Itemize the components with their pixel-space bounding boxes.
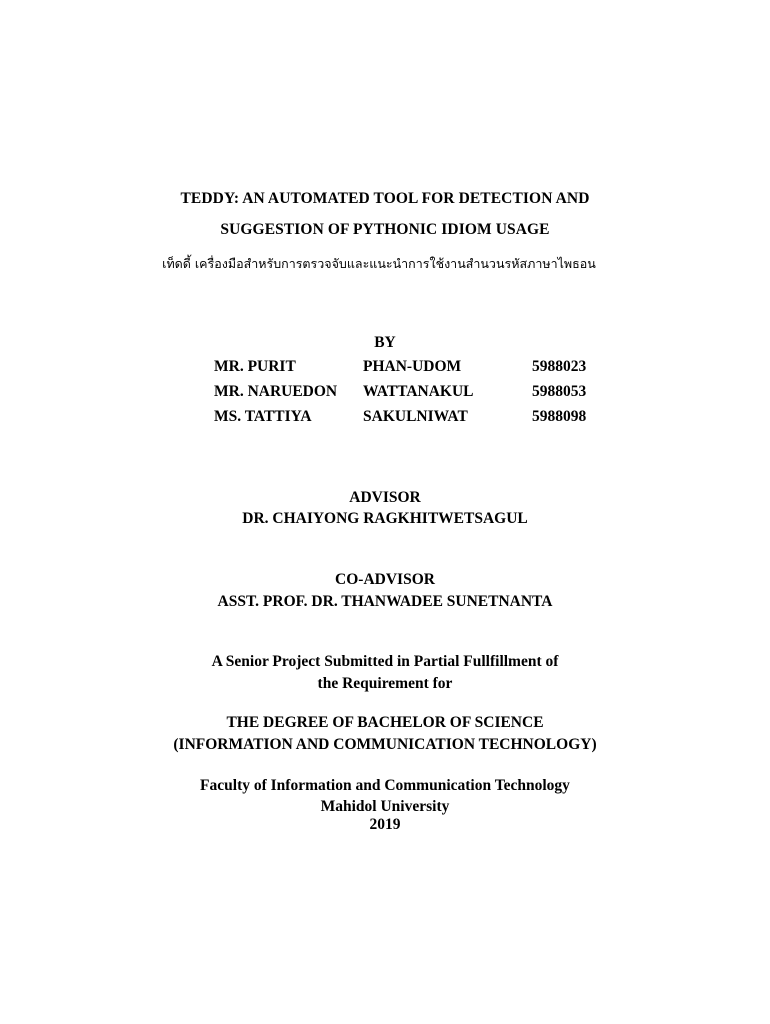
author-first-name: MR. PURIT: [214, 358, 296, 375]
university-name: Mahidol University: [320, 798, 450, 815]
advisor-name: DR. CHAIYONG RAGKHITWETSAGUL: [242, 510, 528, 527]
by-label: BY: [374, 334, 396, 351]
thesis-title-line-1: TEDDY: AN AUTOMATED TOOL FOR DETECTION AND: [180, 190, 590, 207]
thesis-title-line-2: SUGGESTION OF PYTHONIC IDIOM USAGE: [220, 221, 550, 238]
faculty-name: Faculty of Information and Communication Technology: [200, 777, 570, 794]
submission-line-1: A Senior Project Submitted in Partial Fullfillment of: [211, 653, 559, 670]
submission-line-2: the Requirement for: [317, 675, 453, 692]
author-student-id: 5988023: [532, 358, 587, 375]
author-student-id: 5988098: [532, 408, 587, 425]
author-student-id: 5988053: [532, 383, 587, 400]
degree-line-1: THE DEGREE OF BACHELOR OF SCIENCE: [226, 714, 544, 731]
publication-year: 2019: [369, 816, 401, 833]
co-advisor-name: ASST. PROF. DR. THANWADEE SUNETNANTA: [217, 593, 553, 610]
author-last-name: PHAN-UDOM: [363, 358, 462, 375]
author-first-name: MR. NARUEDON: [214, 383, 338, 400]
thesis-title-thai: เท็ดดี้ เครื่องมือสำหรับการตรวจจับและแนะนำการใช้งานสำนวนรหัสภาษาไพธอน: [162, 256, 596, 271]
advisor-label: ADVISOR: [349, 489, 421, 506]
author-last-name: WATTANAKUL: [363, 383, 474, 400]
degree-line-2: (INFORMATION AND COMMUNICATION TECHNOLOGY): [173, 736, 597, 753]
author-last-name: SAKULNIWAT: [363, 408, 468, 425]
co-advisor-label: CO-ADVISOR: [335, 571, 435, 588]
author-first-name: MS. TATTIYA: [214, 408, 312, 425]
